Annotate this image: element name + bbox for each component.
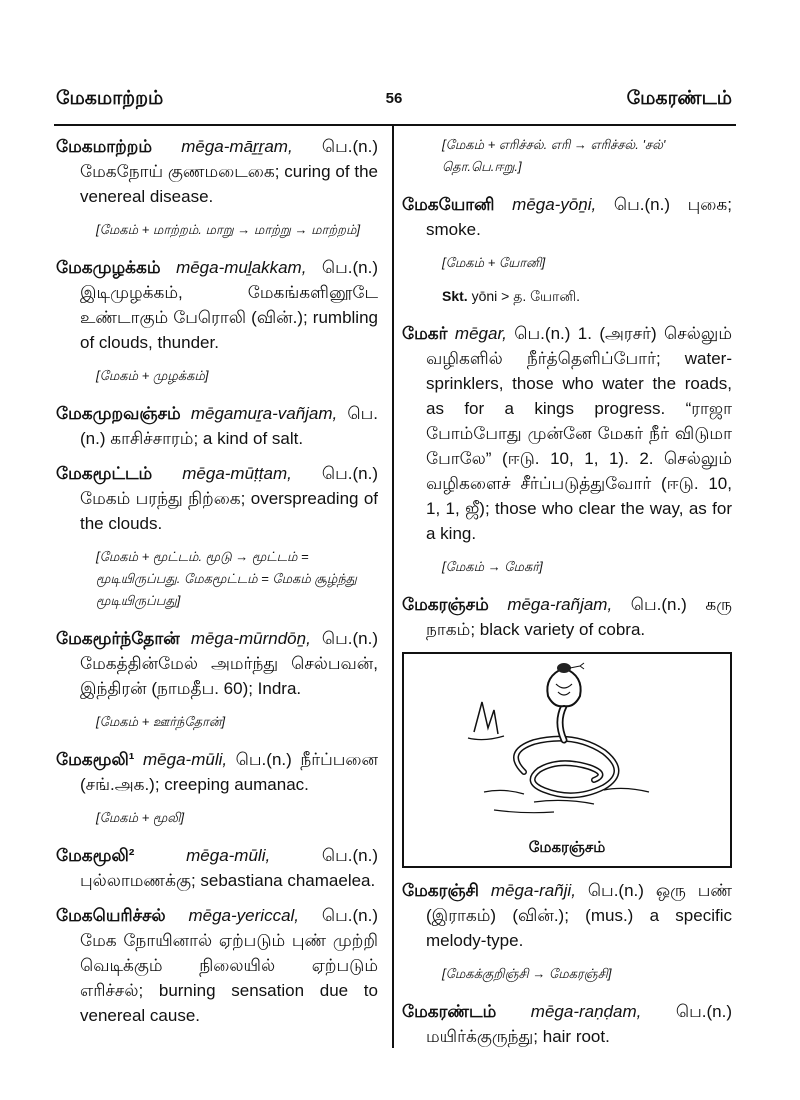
headword: மேகரஞ்சி <box>402 881 479 900</box>
headword: மேகமுழக்கம் <box>56 258 161 277</box>
headword: மேகரஞ்சம் <box>402 595 489 614</box>
cobra-illustration <box>464 662 664 822</box>
definition: பெ.(n.) இடிமுழக்கம், மேகங்களினூடே உண்டாகும் பேரொலி (வின்.); rumbling of clouds, thunder. <box>80 258 378 352</box>
entry <box>402 999 732 1049</box>
definition: பெ.(n.) கரு நாகம்; black variety of cobra. <box>426 595 732 639</box>
definition: பெ.(n.) புகை; smoke. <box>426 195 732 239</box>
transliteration: mēga-mūṭṭam, <box>182 464 292 483</box>
page-number: 56 <box>385 90 403 107</box>
entry <box>56 401 378 451</box>
etymology: [மேகம் + யோனி] <box>442 255 546 270</box>
transliteration: mēga-yericcal, <box>188 906 300 925</box>
cobra-illustration-frame <box>402 652 732 868</box>
transliteration: mēga-raṇḍam, <box>530 1002 642 1021</box>
transliteration: mēga-mūrndōṉ, <box>190 629 311 648</box>
entry <box>402 321 732 546</box>
etymology: [மேகக்குறிஞ்சி → மேகரஞ்சி] <box>442 966 612 981</box>
headword: மேகயெரிச்சல் <box>56 906 166 925</box>
entry <box>56 134 378 209</box>
headword: மேகமூலி¹ <box>56 750 135 769</box>
definition: பெ.(n.) ஒரு பண் (இராகம்) (வின்.); (mus.) a specific melody-type. <box>426 881 732 950</box>
page-header <box>56 88 732 118</box>
transliteration: mēga-mūli, <box>143 750 228 769</box>
definition: பெ.(n.) காசிச்சாரம்; a kind of salt. <box>80 404 378 448</box>
definition: பெ.(n.) மேகத்தின்மேல் அமர்ந்து செல்பவன், இந்திரன் (நாமதீப. 60); Indra. <box>80 629 378 698</box>
header-left-guideword: மேகமாற்றம் <box>56 88 164 109</box>
definition: பெ.(n.) மேக நோயினால் ஏற்படும் புண் முற்றி வெடிக்கும் நிலையில் ஏற்படும் எரிச்சல்; burning sensation due to venereal cause. <box>80 906 378 1025</box>
headword: மேகமுறவஞ்சம் <box>56 404 181 423</box>
etymology: [மேகம் + எரிச்சல். எரி → எரிச்சல். 'சல்' தொ.பெ.ஈறு.] <box>442 137 666 174</box>
transliteration: mēga-rañjam, <box>507 595 613 614</box>
transliteration: mēgar, <box>454 324 507 343</box>
entry <box>56 843 378 893</box>
skt-label: Skt. <box>442 288 468 304</box>
transliteration: mēga-mūli, <box>186 846 271 865</box>
entry <box>402 592 732 642</box>
headword: மேகர் <box>402 324 448 343</box>
headword: மேகமாற்றம் <box>56 137 153 156</box>
entry <box>56 903 378 1028</box>
definition: பெ.(n.) மேகம் பரந்து நிற்கை; overspreading of the clouds. <box>80 464 378 533</box>
figure-caption: மேகரஞ்சம் <box>528 839 606 856</box>
column-divider <box>392 126 394 1048</box>
left-column <box>56 134 378 1038</box>
transliteration: mēga-muḻakkam, <box>176 258 307 277</box>
etymology: [மேகம் + முழக்கம்] <box>96 368 209 383</box>
definition: பெ.(n.) புல்லாமணக்கு; sebastiana chamaelea. <box>80 846 378 890</box>
headword: மேகமூர்ந்தோன் <box>56 629 180 648</box>
headword: மேகரண்டம் <box>402 1002 497 1021</box>
transliteration: mēga-rañji, <box>490 881 576 900</box>
sanskrit-note <box>402 288 732 307</box>
entry <box>56 747 378 797</box>
definition: பெ.(n.) மயிர்க்குருந்து; hair root. <box>426 1002 732 1046</box>
entry <box>56 461 378 536</box>
header-rule <box>54 124 736 126</box>
right-column <box>402 134 732 1059</box>
headword: மேகயோனி <box>402 195 495 214</box>
definition: பெ.(n.) நீர்ப்பனை (சங்.அக.); creeping aumanac. <box>80 750 378 794</box>
etymology: [மேகம் + மாற்றம். மாறு → மாற்று → மாற்றம்] <box>96 222 361 237</box>
entry <box>56 626 378 701</box>
transliteration: mēgamuṟa-vañjam, <box>190 404 338 423</box>
etymology: [மேகம் + மூலி] <box>96 810 185 825</box>
transliteration: mēga-yōṉi, <box>512 195 597 214</box>
definition: பெ.(n.) மேகநோய் குணமடைகை; curing of the venereal disease. <box>80 137 378 206</box>
etymology: [மேகம் + மூட்டம். மூடு → மூட்டம் = மூடியிருப்பது. மேகமூட்டம் = மேகம் சூழ்ந்து மூடியிருப்பது] <box>96 549 357 608</box>
entry <box>402 192 732 242</box>
transliteration: mēga-māṟṟam, <box>181 137 293 156</box>
headword: மேகமூட்டம் <box>56 464 153 483</box>
entry <box>402 878 732 953</box>
etymology: [மேகம் → மேகர்] <box>442 559 543 574</box>
header-right-guideword: மேகரண்டம் <box>626 88 732 109</box>
etymology: [மேகம் + ஊர்ந்தோன்] <box>96 714 226 729</box>
headword: மேகமூலி² <box>56 846 135 865</box>
entry <box>56 255 378 355</box>
skt-text: yōni > த. யோனி. <box>467 288 581 304</box>
definition: பெ.(n.) 1. (அரசர்) செல்லும் வழிகளில் நீர்த்தெளிப்போர்; water-sprinklers, those who water the roads, as for a kings progress. “ராஜா போம்போது முன்னே மேகர் நீர் விடுமா போலே” (ஈடு. 10, 1, 1). 2. செல்லும் வழிகளைச் சீர்ப்படுத்துவோர் (ஈடு. 10, 1, 1, ஜீ); those who clear the way, as for a king. <box>426 324 732 543</box>
